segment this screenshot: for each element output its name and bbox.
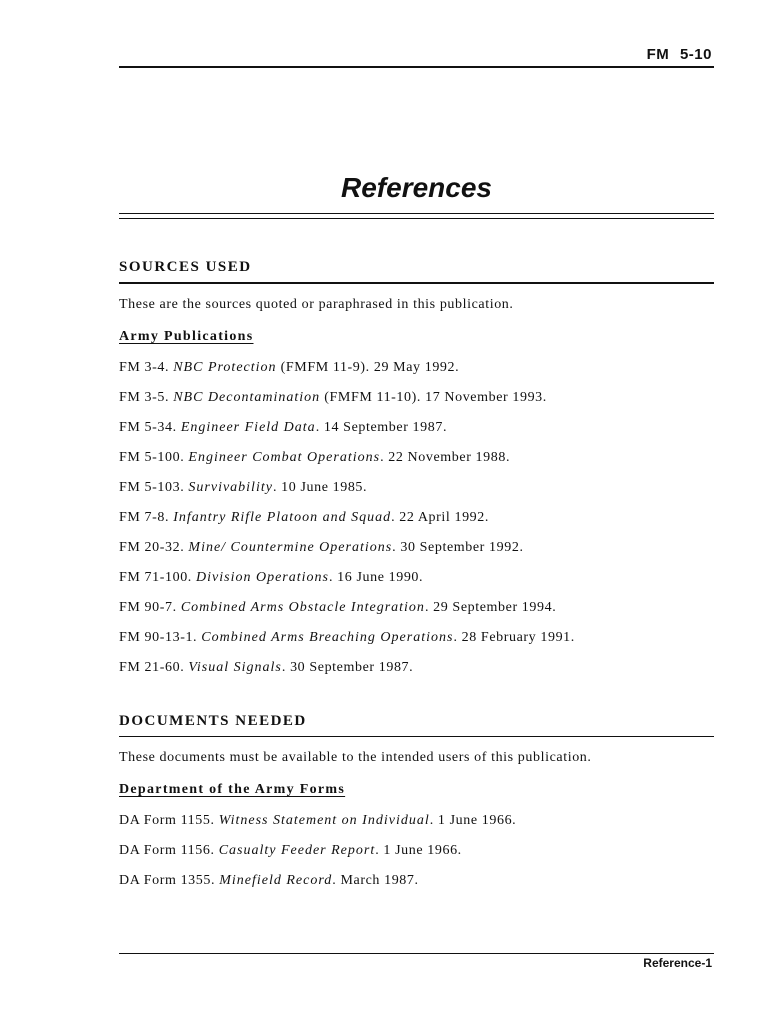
reference-details: . 14 September 1987. xyxy=(315,420,448,435)
reference-id: DA Form 1156. xyxy=(119,843,215,858)
reference-id: FM 3-4. xyxy=(119,360,170,375)
reference-id: FM 21-60. xyxy=(119,660,185,675)
reference-id: FM 5-103. xyxy=(119,480,185,495)
running-head: FM 5-10 xyxy=(646,46,712,63)
reference-id: DA Form 1355. xyxy=(119,873,216,888)
reference-title: Combined Arms Breaching Operations xyxy=(201,630,454,645)
sources-used-intro: These are the sources quoted or paraphrased in this publication. xyxy=(119,297,514,312)
reference-title: Witness Statement on Individual xyxy=(218,813,430,828)
reference-entry xyxy=(119,353,714,383)
reference-id: FM 71-100. xyxy=(119,570,192,585)
footer-rule xyxy=(119,953,714,954)
documents-needed-intro: These documents must be available to the intended users of this publication. xyxy=(119,750,592,765)
reference-details: . 1 June 1966. xyxy=(429,813,517,828)
reference-id: DA Form 1155. xyxy=(119,813,215,828)
page-folio: Reference-1 xyxy=(643,956,712,970)
reference-details: . March 1987. xyxy=(332,873,419,888)
reference-entry xyxy=(119,413,714,443)
header-rule xyxy=(119,66,714,68)
subheading-army-publications: Army Publications xyxy=(119,329,254,344)
reference-entry xyxy=(119,866,714,896)
reference-details: . 30 September 1992. xyxy=(392,540,524,555)
page-title: References xyxy=(341,172,492,203)
title-double-rule xyxy=(119,213,714,219)
reference-entry xyxy=(119,653,714,683)
reference-entry xyxy=(119,473,714,503)
reference-details: . 10 June 1985. xyxy=(272,480,368,495)
section-heading-documents-needed: DOCUMENTS NEEDED xyxy=(119,713,714,737)
reference-id: FM 90-13-1. xyxy=(119,630,198,645)
reference-details: . 22 April 1992. xyxy=(391,510,489,525)
reference-id: FM 3-5. xyxy=(119,390,170,405)
reference-id: FM 5-34. xyxy=(119,420,177,435)
reference-title: Survivability xyxy=(188,480,273,495)
reference-id: FM 90-7. xyxy=(119,600,177,615)
reference-entry xyxy=(119,623,714,653)
reference-entry xyxy=(119,503,714,533)
subheading-army-forms: Department of the Army Forms xyxy=(119,782,346,797)
reference-id: FM 20-32. xyxy=(119,540,185,555)
reference-id: FM 5-100. xyxy=(119,450,185,465)
reference-title: Combined Arms Obstacle Integration xyxy=(180,600,425,615)
reference-title: Minefield Record xyxy=(219,873,333,888)
page-content xyxy=(119,259,714,896)
reference-details: . 30 September 1987. xyxy=(281,660,414,675)
sources-list xyxy=(119,353,714,683)
reference-entry xyxy=(119,533,714,563)
reference-entry xyxy=(119,836,714,866)
reference-details: . 29 September 1994. xyxy=(424,600,557,615)
reference-entry xyxy=(119,593,714,623)
reference-title: Division Operations xyxy=(196,570,329,585)
reference-details: (FMFM 11-10). 17 November 1993. xyxy=(320,390,547,405)
reference-entry xyxy=(119,563,714,593)
reference-details: . 1 June 1966. xyxy=(375,843,462,858)
reference-entry xyxy=(119,806,714,836)
reference-entry xyxy=(119,383,714,413)
reference-title: NBC Decontamination xyxy=(173,390,321,405)
reference-details: . 22 November 1988. xyxy=(380,450,511,465)
documents-list xyxy=(119,806,714,896)
reference-entry xyxy=(119,443,714,473)
reference-title: Visual Signals xyxy=(188,660,282,675)
reference-title: Engineer Field Data xyxy=(180,420,316,435)
reference-details: (FMFM 11-9). 29 May 1992. xyxy=(276,360,460,375)
reference-id: FM 7-8. xyxy=(119,510,170,525)
reference-title: NBC Protection xyxy=(173,360,277,375)
reference-title: Casualty Feeder Report xyxy=(218,843,376,858)
reference-title: Engineer Combat Operations xyxy=(188,450,381,465)
reference-title: Infantry Rifle Platoon and Squad xyxy=(173,510,392,525)
reference-title: Mine/ Countermine Operations xyxy=(188,540,393,555)
reference-details: . 16 June 1990. xyxy=(328,570,424,585)
section-heading-sources-used: SOURCES USED xyxy=(119,259,714,284)
reference-details: . 28 February 1991. xyxy=(453,630,575,645)
